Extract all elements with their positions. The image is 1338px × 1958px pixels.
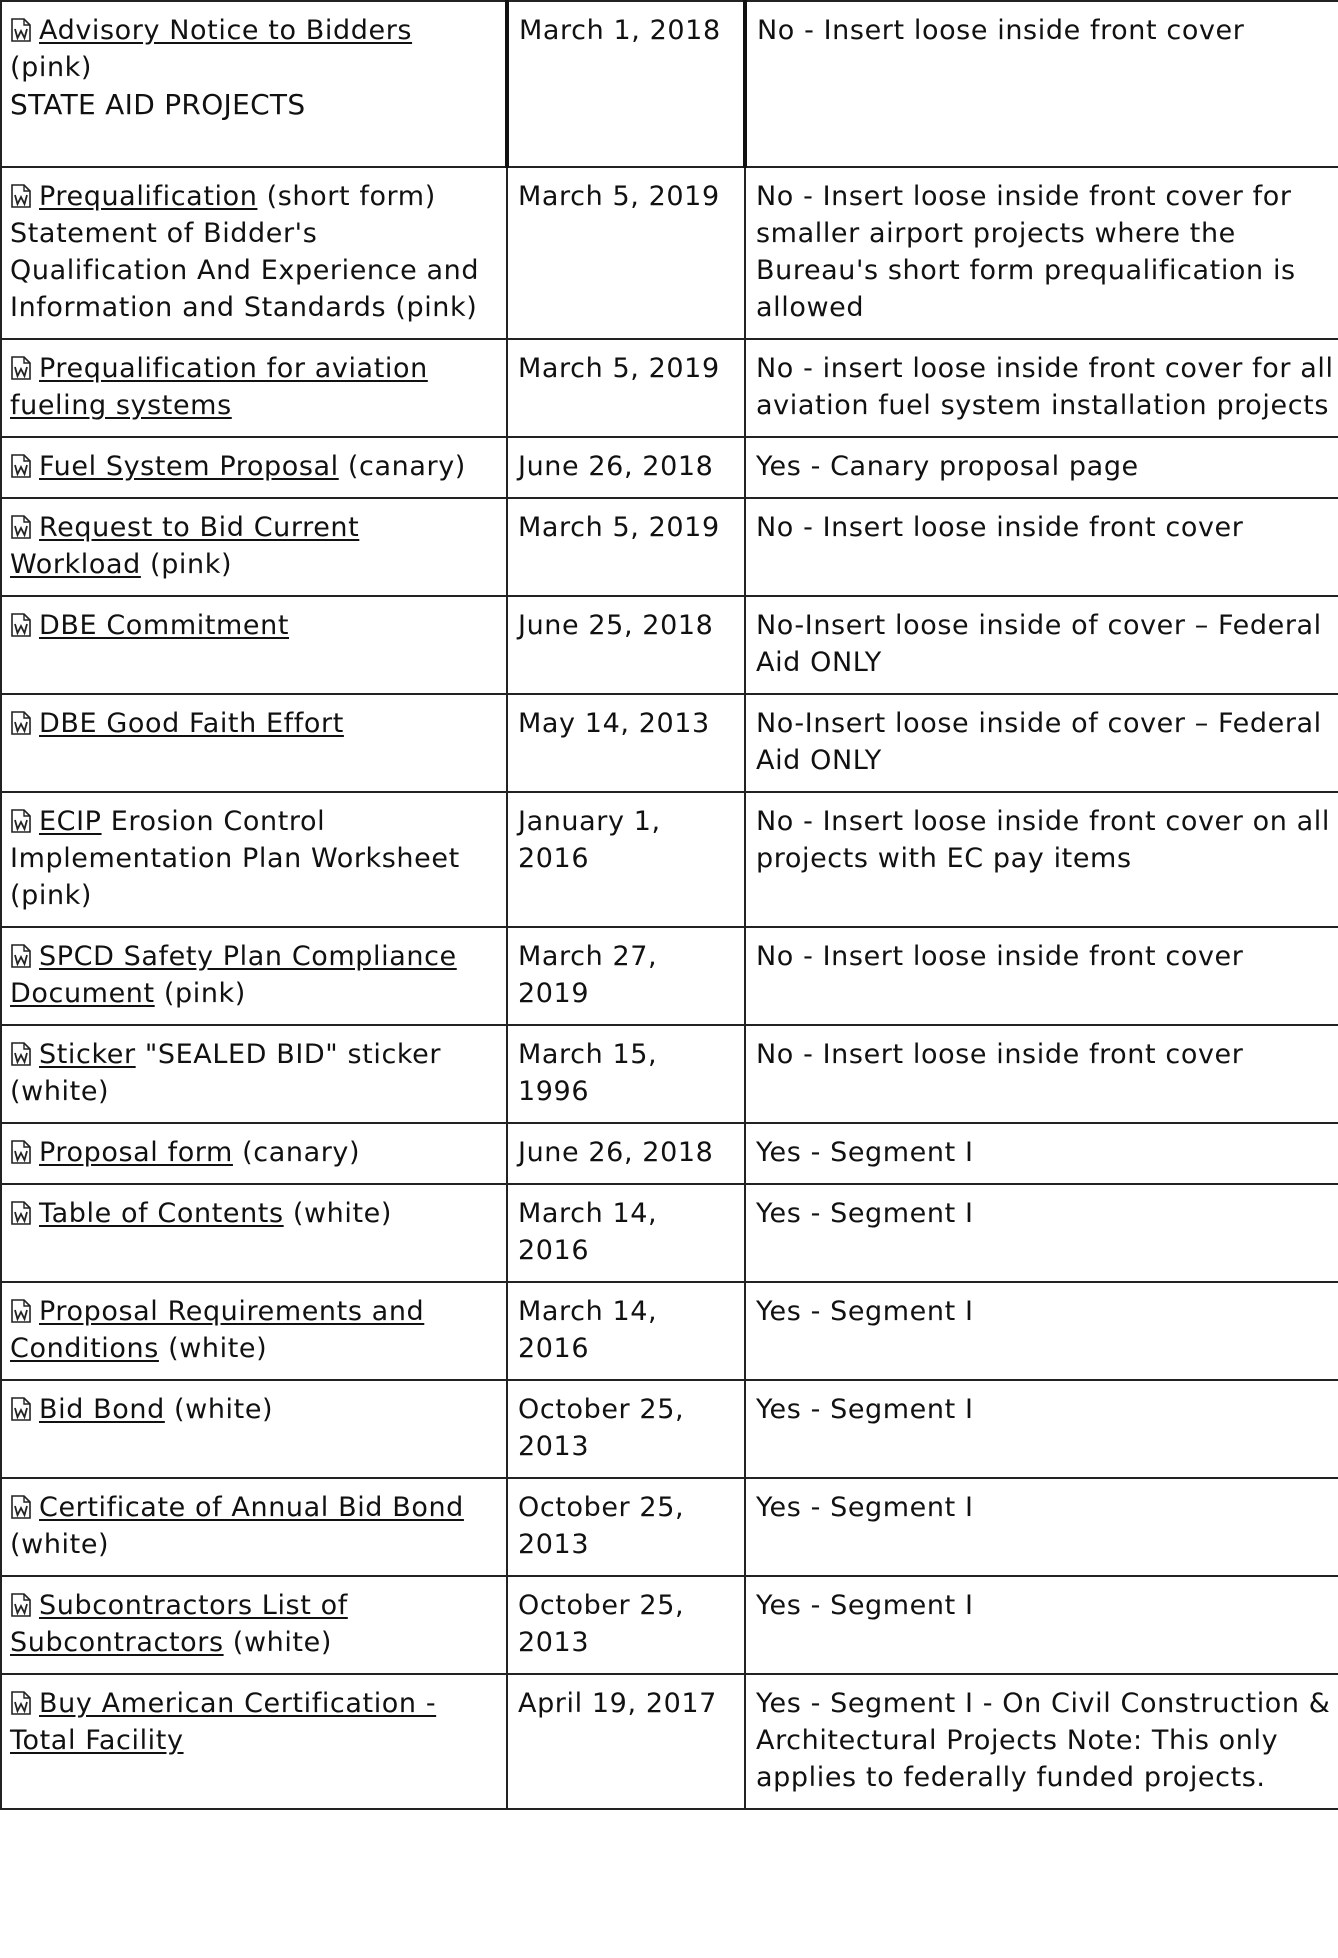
word-document-icon[interactable] <box>10 1201 32 1225</box>
document-color-note: (pink) <box>10 52 93 83</box>
document-cell <box>1 1282 507 1380</box>
date-cell: October 25, 2013 <box>507 1478 745 1576</box>
word-document-icon[interactable] <box>10 515 32 539</box>
document-cell <box>1 1184 507 1282</box>
word-document-icon[interactable] <box>10 1140 32 1164</box>
word-document-icon[interactable] <box>10 1042 32 1066</box>
word-document-icon[interactable] <box>10 1593 32 1617</box>
table-row <box>1 437 1338 498</box>
document-description: (white) <box>164 1394 274 1425</box>
document-cell <box>1 596 507 694</box>
note-cell: Yes - Segment I <box>745 1123 1338 1184</box>
note-cell: No - Insert loose inside front cover <box>745 927 1338 1025</box>
document-link[interactable]: Certificate of Annual Bid Bond <box>39 1492 464 1523</box>
document-link[interactable]: Fuel System Proposal <box>39 451 339 482</box>
word-document-icon[interactable] <box>10 1495 32 1519</box>
note-cell: No - Insert loose inside front cover <box>745 1025 1338 1123</box>
document-description: (pink) <box>140 549 233 580</box>
document-cell <box>1 927 507 1025</box>
date-cell: March 14, 2016 <box>507 1282 745 1380</box>
table-row <box>1 792 1338 927</box>
note-cell: No-Insert loose inside of cover – Federal Aid ONLY <box>745 694 1338 792</box>
date-cell: March 15, 1996 <box>507 1025 745 1123</box>
document-description: (white) <box>158 1333 268 1364</box>
table-row <box>1 1184 1338 1282</box>
document-link[interactable]: Bid Bond <box>39 1394 165 1425</box>
date-cell: June 26, 2018 <box>507 437 745 498</box>
document-cell <box>1 1025 507 1123</box>
document-cell <box>1 1123 507 1184</box>
table-row <box>1 1123 1338 1184</box>
note-cell: Yes - Canary proposal page <box>745 437 1338 498</box>
document-description: (white) <box>223 1627 332 1658</box>
date-cell: October 25, 2013 <box>507 1380 745 1478</box>
document-cell <box>1 1674 507 1809</box>
note-cell: No - insert loose inside front cover for all aviation fuel system installation projects <box>745 339 1338 437</box>
date-cell: June 26, 2018 <box>507 1123 745 1184</box>
document-description: (pink) <box>154 978 246 1009</box>
word-document-icon[interactable] <box>10 944 32 968</box>
word-document-icon[interactable] <box>10 356 32 380</box>
table-row <box>1 694 1338 792</box>
document-link[interactable]: DBE Commitment <box>39 610 290 641</box>
table-row <box>1 1478 1338 1576</box>
note-cell: No - Insert loose inside front cover <box>745 1 1338 167</box>
document-cell <box>1 1478 507 1576</box>
date-cell: March 5, 2019 <box>507 498 745 596</box>
section-heading: STATE AID PROJECTS <box>10 88 306 121</box>
note-cell: Yes - Segment I <box>745 1576 1338 1674</box>
table-row <box>1 1025 1338 1123</box>
document-description: Erosion Control Implementation Plan Worksheet (pink) <box>10 806 460 911</box>
table-row <box>1 167 1338 339</box>
date-cell: March 5, 2019 <box>507 339 745 437</box>
document-link[interactable]: Prequalification <box>39 181 258 212</box>
document-cell <box>1 339 507 437</box>
date-cell: June 25, 2018 <box>507 596 745 694</box>
date-cell: January 1, 2016 <box>507 792 745 927</box>
table-row <box>1 1282 1338 1380</box>
document-link[interactable]: Table of Contents <box>39 1198 284 1229</box>
note-cell: No - Insert loose inside front cover on all projects with EC pay items <box>745 792 1338 927</box>
document-description: (white) <box>283 1198 393 1229</box>
document-cell <box>1 792 507 927</box>
document-description: (white) <box>10 1529 110 1560</box>
table-row <box>1 498 1338 596</box>
document-link[interactable]: SPCD Safety Plan Compliance Document <box>10 941 457 1009</box>
document-link[interactable]: Sticker <box>39 1039 136 1070</box>
table-row <box>1 596 1338 694</box>
date-cell: March 5, 2019 <box>507 167 745 339</box>
date-cell: May 14, 2013 <box>507 694 745 792</box>
table-row <box>1 1674 1338 1809</box>
word-document-icon[interactable] <box>10 711 32 735</box>
document-link[interactable]: Advisory Notice to Bidders <box>39 15 413 46</box>
document-cell <box>1 1576 507 1674</box>
document-link[interactable]: Prequalification for aviation fueling systems <box>10 353 428 421</box>
note-cell: No - Insert loose inside front cover for smaller airport projects where the Bureau's short form prequalification is allowed <box>745 167 1338 339</box>
note-cell: No - Insert loose inside front cover <box>745 498 1338 596</box>
document-link[interactable]: Buy American Certification - Total Facility <box>10 1688 437 1756</box>
table-row <box>1 339 1338 437</box>
note-cell: Yes - Segment I <box>745 1184 1338 1282</box>
document-description: (canary) <box>338 451 466 482</box>
document-cell <box>1 167 507 339</box>
table-row <box>1 927 1338 1025</box>
document-description: (short form) Statement of Bidder's Qualification And Experience and Information and Standards (pink) <box>10 181 480 323</box>
date-cell: April 19, 2017 <box>507 1674 745 1809</box>
date-cell: March 27, 2019 <box>507 927 745 1025</box>
document-cell <box>1 1 507 167</box>
document-cell <box>1 694 507 792</box>
note-cell: Yes - Segment I <box>745 1380 1338 1478</box>
word-document-icon[interactable] <box>10 18 32 42</box>
date-cell: October 25, 2013 <box>507 1576 745 1674</box>
word-document-icon[interactable] <box>10 454 32 478</box>
table-row <box>1 1 1338 167</box>
note-cell: Yes - Segment I - On Civil Construction & Architectural Projects Note: This only applies to federally funded projects. <box>745 1674 1338 1809</box>
document-link[interactable]: Request to Bid Current Workload <box>10 512 360 580</box>
date-cell: March 14, 2016 <box>507 1184 745 1282</box>
note-cell: Yes - Segment I <box>745 1282 1338 1380</box>
document-link[interactable]: DBE Good Faith Effort <box>39 708 344 739</box>
document-cell <box>1 1380 507 1478</box>
word-document-icon[interactable] <box>10 809 32 833</box>
document-link[interactable]: Subcontractors List of Subcontractors <box>10 1590 348 1658</box>
document-cell <box>1 437 507 498</box>
note-cell: Yes - Segment I <box>745 1478 1338 1576</box>
word-document-icon[interactable] <box>10 1397 32 1421</box>
document-description: "SEALED BID" sticker (white) <box>10 1039 442 1107</box>
date-cell: March 1, 2018 <box>507 1 745 167</box>
document-link[interactable]: ECIP <box>39 806 102 837</box>
word-document-icon[interactable] <box>10 1299 32 1323</box>
document-cell <box>1 498 507 596</box>
document-link[interactable]: Proposal form <box>39 1137 233 1168</box>
document-link[interactable]: Proposal Requirements and Conditions <box>10 1296 425 1364</box>
word-document-icon[interactable] <box>10 1691 32 1715</box>
document-description: (canary) <box>232 1137 361 1168</box>
table-row <box>1 1380 1338 1478</box>
note-cell: No-Insert loose inside of cover – Federal Aid ONLY <box>745 596 1338 694</box>
word-document-icon[interactable] <box>10 613 32 637</box>
word-document-icon[interactable] <box>10 184 32 208</box>
table-row <box>1 1576 1338 1674</box>
